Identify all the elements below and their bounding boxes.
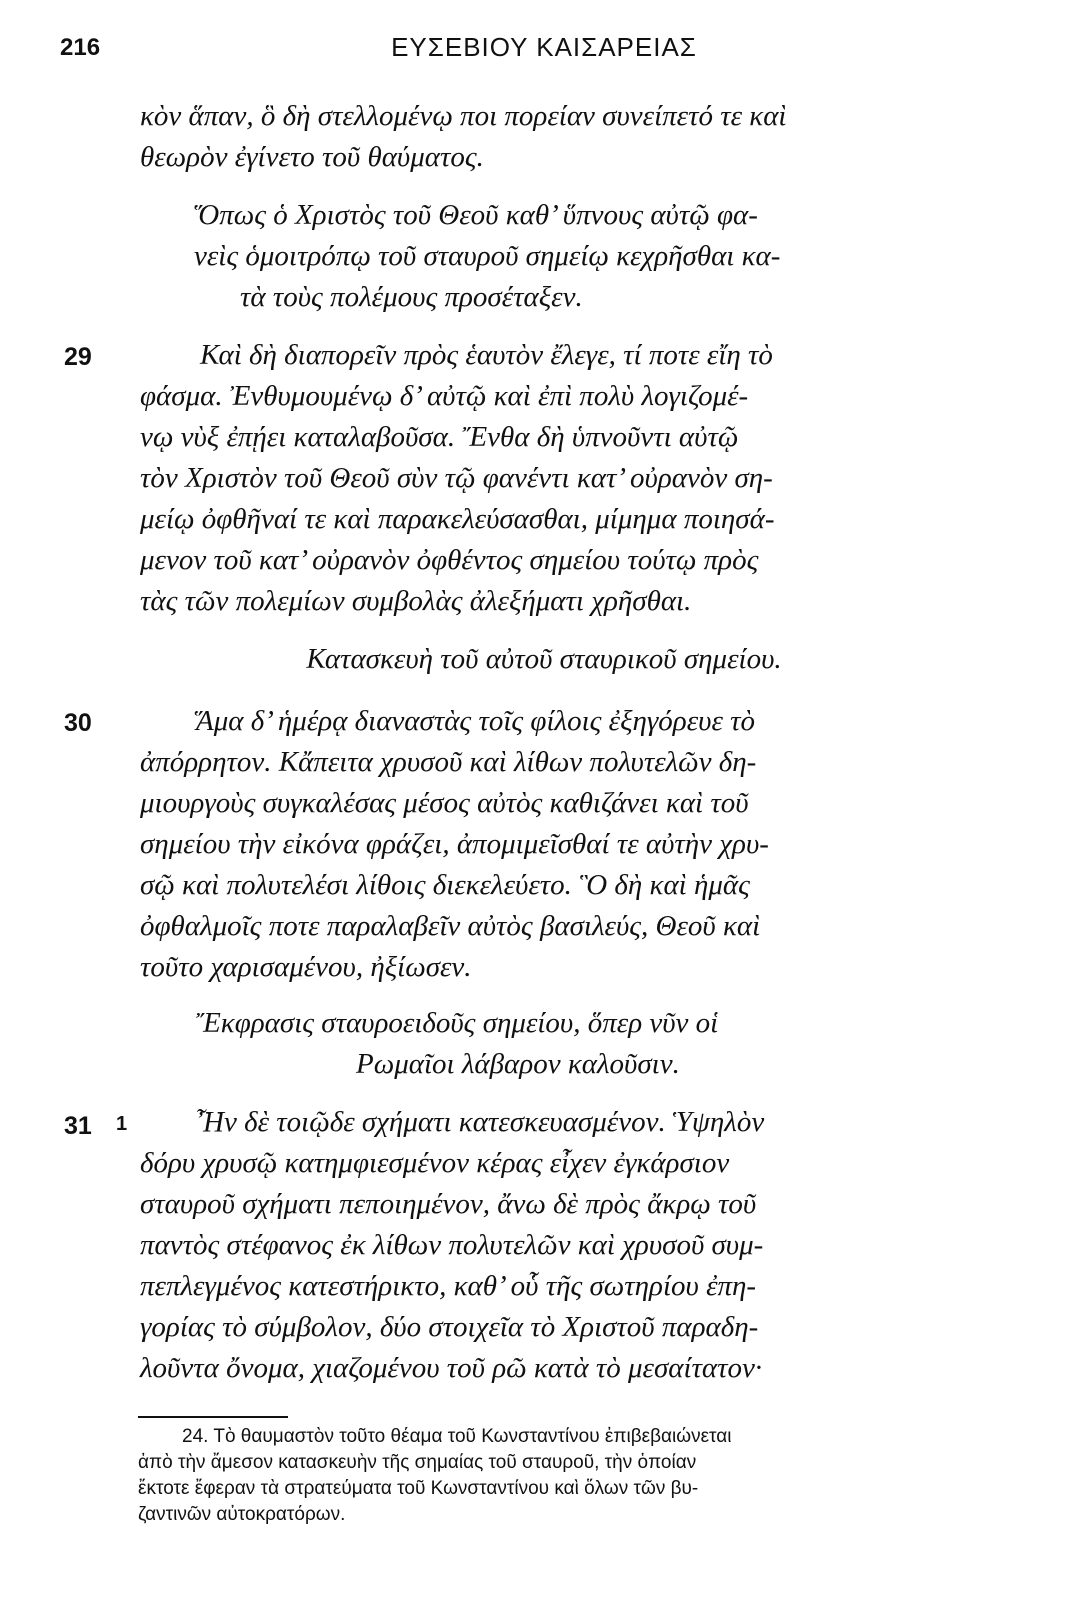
text-line: δόρυ χρυσῷ κατημφιεσμένον κέρας εἶχεν ἐγκάρσιον — [140, 1147, 730, 1179]
footnote-line: ἀπὸ τὴν ἄμεσον κατασκευὴν τῆς σημαίας τοῦ σταυροῦ, τὴν ὁποίαν — [138, 1452, 697, 1473]
text-line: Ἅμα δ’ ἡμέρᾳ διαναστὰς τοῖς φίλοις ἐξηγόρευε τὸ — [196, 705, 756, 737]
text-line: κὸν ἅπαν, ὃ δὴ στελλομένῳ ποι πορείαν συνείπετό τε καὶ — [140, 100, 787, 132]
text-line: λοῦντα ὄνομα, χιαζομένου τοῦ ρῶ κατὰ τὸ μεσαίτατον· — [140, 1352, 763, 1384]
text-line: ὀφθαλμοῖς ποτε παραλαβεῖν αὐτὸς βασιλεύς, Θεοῦ καὶ — [140, 910, 761, 942]
text-line: ἀπόρρητον. Κἄπειτα χρυσοῦ καὶ λίθων πολυτελῶν δη- — [140, 746, 757, 778]
section-heading-line: Ὅπως ὁ Χριστὸς τοῦ Θεοῦ καθ’ ὕπνους αὐτῷ φα- — [194, 199, 758, 231]
text-line: μενον τοῦ κατ’ οὐρανὸν ὀφθέντος σημείου τούτῳ πρὸς — [140, 544, 759, 576]
section-heading-line: νεὶς ὁμοιτρόπῳ τοῦ σταυροῦ σημείῳ κεχρῆσθαι κα- — [194, 240, 781, 272]
text-line: γορίας τὸ σύμβολον, δύο στοιχεῖα τὸ Χριστοῦ παραδη- — [140, 1311, 759, 1343]
text-line: σημείου τὴν εἰκόνα φράζει, ἀπομιμεῖσθαί τε αὐτὴν χρυ- — [140, 828, 769, 860]
footnote-line: ἔκτοτε ἔφεραν τὰ στρατεύματα τοῦ Κωνσταντίνου καὶ ὅλων τῶν βυ- — [138, 1478, 699, 1499]
text-line: μείῳ ὀφθῆναί τε καὶ παρακελεύσασθαι, μίμημα ποιησά- — [140, 503, 775, 535]
text-line: Ἦν δὲ τοιῷδε σχήματι κατεσκευασμένον. Ὑψηλὸν — [196, 1106, 765, 1138]
footnote-line: ζαντινῶν αὐτοκρατόρων. — [138, 1504, 346, 1525]
text-line: τὰς τῶν πολεμίων συμβολὰς ἀλεξήματι χρῆσθαι. — [140, 585, 692, 617]
section-heading-line: Κατασκευὴ τοῦ αὐτοῦ σταυρικοῦ σημείου. — [306, 643, 782, 675]
text-line: τὸν Χριστὸν τοῦ Θεοῦ σὺν τῷ φανέντι κατ’ οὐρανὸν ση- — [140, 462, 773, 494]
text-line: τοῦτο χαρισαμένου, ἠξίωσεν. — [140, 951, 472, 983]
section-heading-line: Ἔκφρασις σταυροειδοῦς σημείου, ὅπερ νῦν οἱ — [196, 1007, 719, 1039]
section-heading-line: τὰ τοὺς πολέμους προσέταξεν. — [240, 281, 583, 313]
footnote-rule — [138, 1416, 288, 1418]
text-line: σταυροῦ σχήματι πεποιημένον, ἄνω δὲ πρὸς ἄκρῳ τοῦ — [140, 1188, 757, 1220]
section-number: 30 — [64, 709, 92, 737]
text-line: σῷ καὶ πολυτελέσι λίθοις διεκελεύετο. Ὃ δὴ καὶ ἡμᾶς — [140, 869, 750, 901]
section-number: 29 — [64, 343, 92, 371]
text-line: νῳ νὺξ ἐπῄει καταλαβοῦσα. Ἔνθα δὴ ὑπνοῦντι αὐτῷ — [140, 421, 739, 453]
running-title: ΕΥΣΕΒΙΟΥ ΚΑΙΣΑΡΕΙΑΣ — [391, 32, 697, 62]
page-header — [0, 28, 1088, 68]
section-number: 31 — [64, 1112, 92, 1140]
text-line: θεωρὸν ἐγίνετο τοῦ θαύματος. — [140, 141, 484, 173]
text-line: φάσμα. Ἐνθυμουμένῳ δ’ αὐτῷ καὶ ἐπὶ πολὺ λογιζομέ- — [140, 380, 749, 412]
text-line: παντὸς στέφανος ἐκ λίθων πολυτελῶν καὶ χρυσοῦ συμ- — [140, 1229, 764, 1261]
page-number: 216 — [60, 34, 101, 61]
subsection-number: 1 — [116, 1113, 128, 1135]
text-line: μιουργοὺς συγκαλέσας μέσος αὐτὸς καθιζάνει καὶ τοῦ — [140, 787, 749, 819]
section-heading-line: Ρωμαῖοι λάβαρον καλοῦσιν. — [356, 1048, 680, 1080]
text-line: πεπλεγμένος κατεστήρικτο, καθ’ οὗ τῆς σωτηρίου ἐπη- — [140, 1270, 757, 1302]
footnote-line: 24. Τὸ θαυμαστὸν τοῦτο θέαμα τοῦ Κωνσταντίνου ἐπιβεβαιώνεται — [182, 1426, 732, 1447]
text-line: Καὶ δὴ διαπορεῖν πρὸς ἑαυτὸν ἔλεγε, τί ποτε εἴη τὸ — [200, 339, 773, 371]
